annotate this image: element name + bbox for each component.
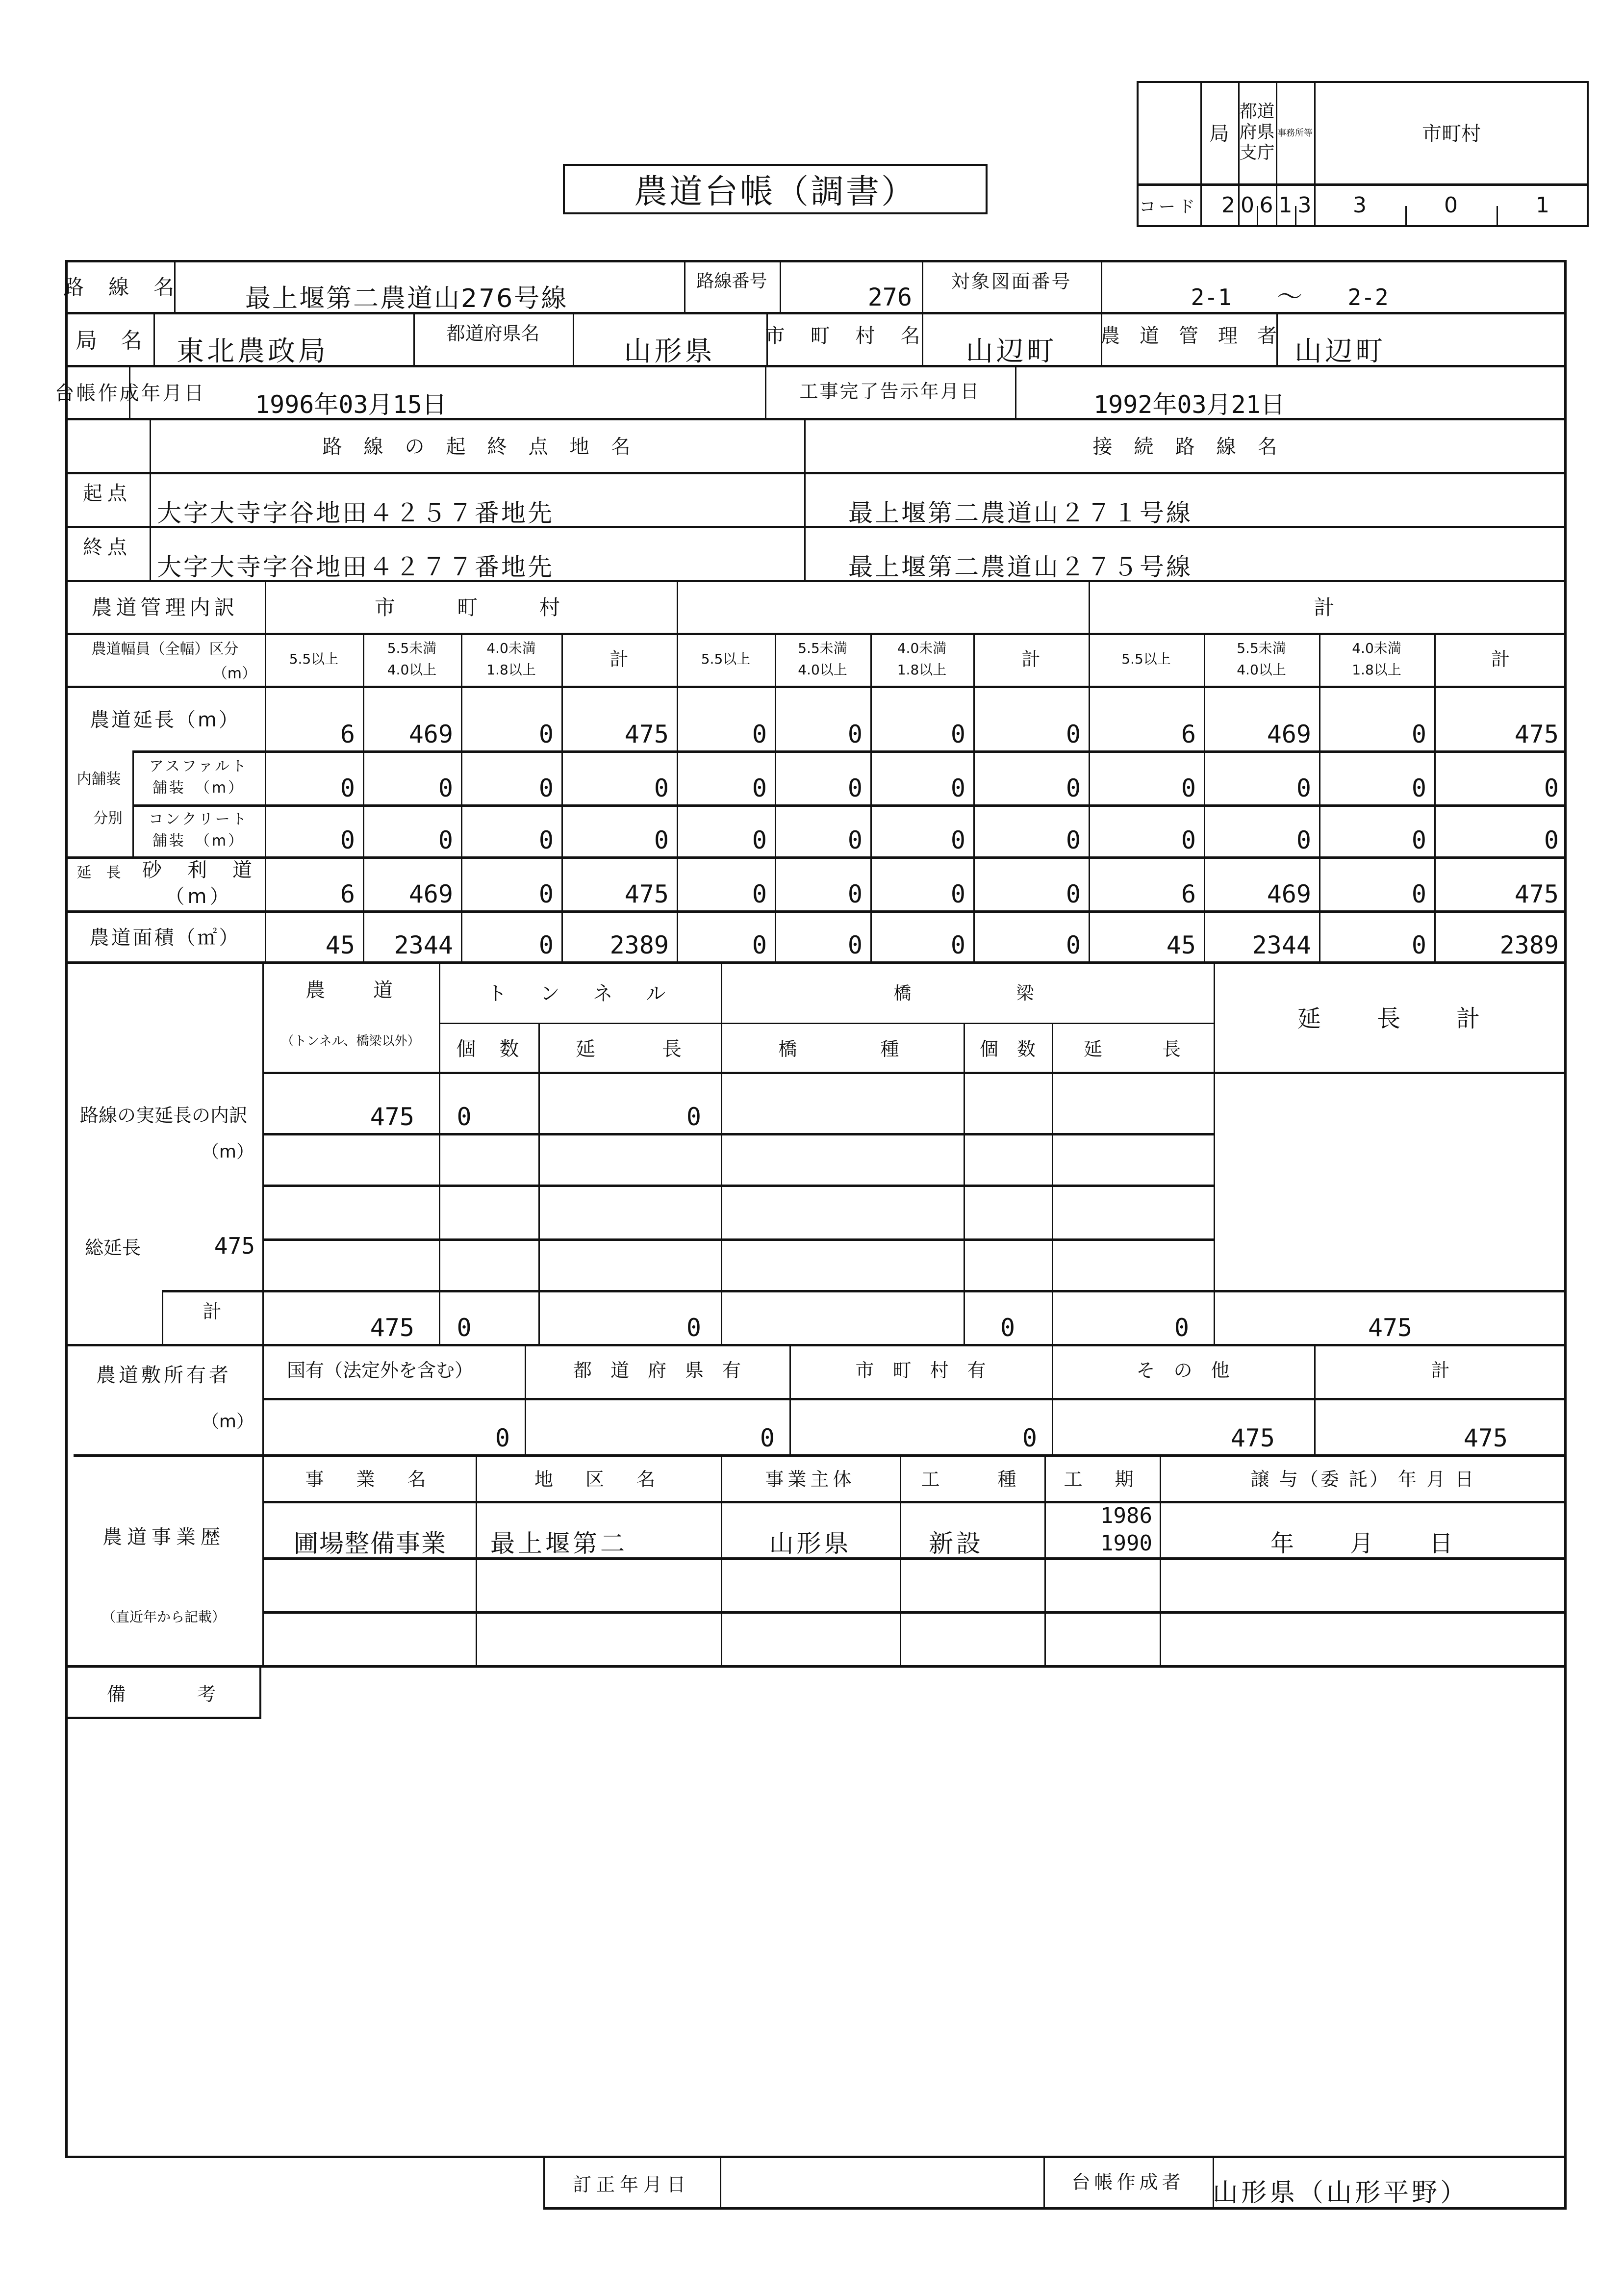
management-value-cell: 0 — [438, 774, 453, 802]
area-label: 農道面積（㎡） — [89, 926, 241, 949]
management-group-municipality: 市 町 村 — [374, 595, 567, 619]
ledger-date-label: 台帳作成年月日 — [54, 382, 206, 405]
route-number-value: 276 — [867, 283, 912, 311]
sum-farm-road: 475 — [370, 1314, 414, 1342]
breakdown-unit: （m） — [201, 1141, 254, 1162]
management-value-cell: 0 — [950, 720, 965, 748]
management-value-cell: 0 — [752, 931, 767, 959]
total-length-label: 総延長 — [84, 1237, 141, 1259]
management-value-cell: 0 — [950, 931, 965, 959]
ownership-header-prefecture: 都 道 府 県 有 — [573, 1359, 741, 1381]
row1-farm-road: 475 — [370, 1103, 414, 1131]
ownership-unit: （m） — [201, 1411, 254, 1432]
road-length-label: 農道延長（m） — [90, 708, 240, 731]
management-value-cell: 0 — [950, 826, 965, 854]
code-digit: 3 — [1297, 193, 1312, 218]
sum-tunnel-count: 0 — [457, 1314, 472, 1342]
ownership-header-national: 国有（法定外を含む） — [287, 1359, 474, 1381]
management-value-cell: 0 — [438, 826, 453, 854]
management-value-cell: 0 — [538, 720, 554, 748]
asphalt-label-text: アスファルト舗装 （m） — [149, 758, 249, 797]
management-value-cell: 2344 — [394, 931, 453, 959]
management-value-cell: 469 — [1267, 720, 1311, 748]
management-value-cell: 0 — [654, 826, 669, 854]
management-label: 農道管理内訳 — [91, 595, 239, 619]
code-digit: 0 — [1444, 193, 1458, 218]
management-value-cell: 45 — [325, 931, 355, 959]
endpoints-places-header: 路 線 の 起 終 点 地 名 — [322, 435, 632, 458]
management-value-cell: 0 — [1411, 931, 1426, 959]
manager-label: 農 道 管 理 者 — [1100, 324, 1277, 347]
row1-tunnel-count: 0 — [457, 1103, 472, 1131]
code-header-municipality: 市町村 — [1422, 123, 1481, 145]
tunnel-count-header: 個 数 — [456, 1037, 521, 1060]
management-value-cell: 0 — [752, 880, 767, 908]
bridge-length-header: 延 長 — [1083, 1038, 1182, 1060]
remarks-area[interactable] — [261, 1719, 1567, 2156]
route-name-label: 路 線 名 — [63, 275, 177, 299]
map-number-label: 対象図面番号 — [951, 270, 1072, 292]
route-name-value: 最上堰第二農道山276号線 — [245, 284, 568, 313]
management-value-cell: 0 — [1296, 774, 1311, 802]
manager-value: 山辺町 — [1294, 335, 1386, 367]
author-value: 山形県（山形平野） — [1213, 2178, 1469, 2208]
management-value-cell: 0 — [1066, 826, 1081, 854]
ownership-total: 475 — [1463, 1424, 1508, 1452]
sum-bridge-length: 0 — [1174, 1314, 1189, 1342]
management-value-cell: 0 — [1411, 774, 1426, 802]
total-length-value: 475 — [214, 1233, 255, 1259]
ownership-prefecture: 0 — [760, 1424, 775, 1452]
management-value-cell: 0 — [950, 880, 965, 908]
history-header-entity: 事業主体 — [765, 1469, 856, 1490]
management-value-cell: 0 — [1066, 931, 1081, 959]
management-value-cell: 6 — [340, 880, 355, 908]
bridge-count-header: 個 数 — [979, 1038, 1036, 1060]
management-value-cell: 469 — [408, 880, 453, 908]
management-value-cell: 475 — [1514, 720, 1559, 748]
management-value-cell: 2389 — [609, 931, 669, 959]
side-label-breakdown: 分別 — [93, 810, 123, 827]
breakdown-sum-label: 計 — [203, 1300, 222, 1322]
ownership-label: 農道敷所有者 — [96, 1364, 231, 1387]
bureau-value: 東北農政局 — [177, 335, 329, 367]
gravel-label-text: 砂 利 道（m） — [142, 859, 255, 908]
history-header-project: 事 業 名 — [305, 1469, 433, 1490]
history-type: 新設 — [929, 1529, 984, 1558]
management-value-cell: 0 — [654, 774, 669, 802]
history-period-from: 1986 — [1100, 1503, 1152, 1528]
width-column-header: 4.0未満 1.8以上 — [486, 640, 536, 678]
management-value-cell: 6 — [1181, 880, 1196, 908]
management-value-cell: 0 — [1296, 826, 1311, 854]
history-transfer-date: 年 月 日 — [1270, 1530, 1456, 1557]
history-header-district: 地 区 名 — [534, 1469, 662, 1490]
completion-date-label: 工事完了告示年月日 — [799, 380, 981, 402]
management-value-cell: 0 — [752, 774, 767, 802]
history-period-to: 1990 — [1100, 1530, 1152, 1556]
management-value-cell: 0 — [1181, 826, 1196, 854]
management-group-blank — [677, 580, 1089, 633]
code-header-office: 事務所等 — [1277, 128, 1313, 138]
route-number-label: 路線番号 — [696, 271, 767, 291]
bureau-label: 局 名 — [76, 328, 143, 353]
management-value-cell: 0 — [538, 826, 554, 854]
farm-road-header: 農 道 — [305, 979, 396, 1002]
start-label: 起点 — [83, 482, 132, 505]
management-value-cell: 475 — [624, 880, 669, 908]
revision-date-value[interactable] — [720, 2156, 1043, 2210]
endpoints-connect-header: 接 続 路 線 名 — [1092, 435, 1278, 458]
sum-length-total: 475 — [1368, 1314, 1413, 1342]
code-label: コード — [1139, 197, 1198, 217]
bridge-header: 橋 梁 — [893, 983, 1041, 1004]
side-label-length: 延 長 — [76, 864, 121, 881]
remarks-label: 備 考 — [106, 1683, 220, 1705]
code-digit: 6 — [1259, 193, 1273, 218]
width-column-header: 計 — [609, 648, 629, 670]
management-group-total: 計 — [1314, 595, 1342, 619]
management-value-cell: 0 — [1066, 720, 1081, 748]
municipality-value: 山辺町 — [965, 335, 1057, 367]
management-value-cell: 6 — [1181, 720, 1196, 748]
farm-road-subheader: （トンネル、橋梁以外） — [281, 1033, 420, 1049]
map-separator: ～ — [1276, 282, 1302, 312]
management-value-cell: 0 — [340, 826, 355, 854]
start-connect: 最上堰第二農道山２７１号線 — [848, 499, 1193, 527]
history-label: 農道事業歴 — [102, 1525, 225, 1548]
concrete-label-text: コンクリート舗装 （m） — [149, 811, 249, 850]
author-label: 台帳作成者 — [1071, 2171, 1185, 2193]
management-value-cell: 2389 — [1499, 931, 1559, 959]
management-value-cell: 0 — [340, 774, 355, 802]
management-value-cell: 0 — [538, 931, 554, 959]
width-class-unit: （m） — [212, 665, 256, 682]
management-value-cell: 45 — [1166, 931, 1196, 959]
management-value-cell: 0 — [847, 931, 863, 959]
prefecture-label: 都道府県名 — [446, 322, 540, 344]
management-value-cell: 0 — [1411, 720, 1426, 748]
width-column-header: 5.5以上 — [701, 651, 751, 667]
page-title: 農道台帳（調書） — [634, 173, 916, 211]
code-digit: 3 — [1353, 193, 1367, 218]
ownership-other: 475 — [1230, 1424, 1275, 1452]
management-value-cell: 0 — [1544, 774, 1559, 802]
width-column-header: 5.5以上 — [289, 651, 339, 667]
length-total-header: 延 長 計 — [1297, 1005, 1483, 1032]
history-header-transfer: 譲 与（委 託） 年 月 日 — [1250, 1469, 1476, 1490]
ownership-header-municipality: 市 町 村 有 — [855, 1359, 986, 1381]
management-value-cell: 475 — [1514, 880, 1559, 908]
management-value-cell: 0 — [1181, 774, 1196, 802]
revision-date-label: 訂正年月日 — [572, 2173, 690, 2195]
ownership-header-other: そ の 他 — [1136, 1359, 1230, 1381]
management-value-cell: 0 — [1066, 774, 1081, 802]
code-digit: 2 — [1221, 193, 1235, 218]
width-column-header: 5.5未満 4.0以上 — [387, 640, 437, 678]
management-value-cell: 6 — [340, 720, 355, 748]
width-class-label: 農道幅員（全幅）区分 — [91, 641, 239, 658]
history-project: 圃場整備事業 — [294, 1529, 447, 1558]
tunnel-length-header: 延 長 — [576, 1037, 684, 1060]
concrete-label — [132, 804, 265, 856]
row1-tunnel-length: 0 — [686, 1103, 701, 1131]
management-value-cell: 0 — [1411, 826, 1426, 854]
history-note: （直近年から記載） — [102, 1609, 226, 1625]
code-header-prefecture — [1238, 81, 1276, 183]
code-digit: 0 — [1241, 193, 1254, 218]
ownership-header-total: 計 — [1431, 1359, 1450, 1381]
management-value-cell: 0 — [752, 720, 767, 748]
width-column-header: 5.5未満 4.0以上 — [1237, 640, 1286, 678]
history-entity: 山形県 — [769, 1529, 852, 1558]
management-value-cell: 0 — [1544, 826, 1559, 854]
map-to: 2-2 — [1347, 284, 1389, 310]
width-column-header: 計 — [1491, 648, 1510, 670]
management-value-cell: 0 — [538, 774, 554, 802]
width-column-header: 5.5未満 4.0以上 — [798, 640, 847, 678]
management-value-cell: 0 — [1066, 880, 1081, 908]
prefecture-value: 山形県 — [624, 335, 715, 367]
sum-tunnel-length: 0 — [686, 1314, 701, 1342]
management-value-cell: 0 — [847, 880, 863, 908]
completion-date-value: 1992年03月21日 — [1093, 390, 1285, 419]
code-header-bureau: 局 — [1209, 123, 1229, 145]
history-header-period: 工 期 — [1064, 1469, 1141, 1490]
management-value-cell: 475 — [624, 720, 669, 748]
management-value-cell: 0 — [847, 774, 863, 802]
history-district: 最上堰第二 — [490, 1529, 628, 1558]
management-value-cell: 0 — [847, 826, 863, 854]
management-value-cell: 0 — [538, 880, 554, 908]
management-value-cell: 2344 — [1252, 931, 1311, 959]
ownership-municipality: 0 — [1022, 1424, 1037, 1452]
sum-bridge-count: 0 — [1000, 1314, 1015, 1342]
ledger-date-value: 1996年03月15日 — [255, 390, 447, 419]
end-place: 大字大寺字谷地田４２７７番地先 — [157, 553, 554, 581]
code-header-prefecture-text: 都道府県支庁 — [1239, 101, 1275, 163]
management-value-cell: 0 — [752, 826, 767, 854]
management-value-cell: 0 — [1411, 880, 1426, 908]
map-from: 2-1 — [1191, 284, 1232, 310]
width-column-header: 5.5以上 — [1121, 651, 1171, 667]
width-column-header: 4.0未満 1.8以上 — [1352, 640, 1401, 678]
management-value-cell: 469 — [408, 720, 453, 748]
code-digit: 1 — [1278, 193, 1293, 218]
tunnel-header: ト ン ネ ル — [487, 982, 673, 1005]
width-column-header: 計 — [1021, 648, 1040, 670]
management-value-cell: 469 — [1267, 880, 1311, 908]
width-column-header: 4.0未満 1.8以上 — [897, 640, 947, 678]
gravel-label — [132, 856, 265, 910]
bridge-type-header: 橋 種 — [778, 1038, 906, 1060]
asphalt-label — [132, 750, 265, 804]
history-header-type: 工 種 — [921, 1469, 1023, 1490]
side-label-pavement: 内舗装 — [76, 771, 121, 788]
management-value-cell: 0 — [950, 774, 965, 802]
end-connect: 最上堰第二農道山２７５号線 — [848, 553, 1193, 581]
ownership-national: 0 — [495, 1424, 510, 1452]
start-place: 大字大寺字谷地田４２５７番地先 — [157, 499, 554, 527]
end-label: 終点 — [83, 536, 132, 559]
code-digit: 1 — [1536, 193, 1549, 218]
breakdown-label: 路線の実延長の内訳 — [79, 1104, 248, 1126]
municipality-label: 市 町 村 名 — [765, 324, 923, 347]
management-value-cell: 0 — [847, 720, 863, 748]
